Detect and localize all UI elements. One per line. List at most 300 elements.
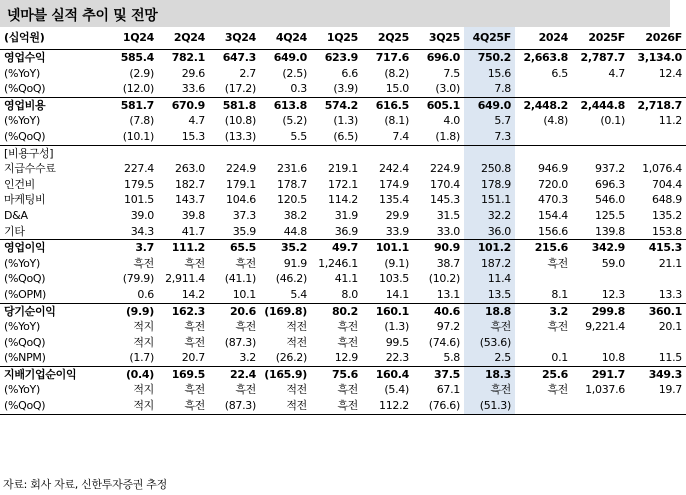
row-label: (%QoQ) <box>4 335 46 349</box>
cell-value: (3.9) <box>333 82 358 96</box>
cell-value <box>515 129 572 145</box>
cell-value: 33.0 <box>436 224 460 238</box>
cell-value: 25.6 <box>515 366 572 382</box>
cell-value: 231.6 <box>277 162 307 176</box>
cell-value: 29.6 <box>181 66 205 80</box>
cell-value: 215.6 <box>515 240 572 256</box>
cell-value: 흑전 <box>311 398 362 414</box>
cell-value: 224.9 <box>430 162 460 176</box>
cell-value: 흑전 <box>337 320 358 334</box>
title-bar <box>0 0 670 27</box>
cell-value: 적전 <box>286 335 307 349</box>
table-row <box>0 145 686 161</box>
cell-value: 2,663.8 <box>515 50 572 66</box>
cell-value: 적전 <box>286 383 307 397</box>
row-label: 기타 <box>4 224 25 238</box>
cell-value: 31.5 <box>436 208 460 222</box>
cell-value: 101.1 <box>362 240 413 256</box>
cell-value: 12.4 <box>658 66 682 80</box>
row-label: [비용구성] <box>0 145 107 161</box>
cell-value: 145.3 <box>430 193 460 207</box>
cell-value: 160.1 <box>362 303 413 319</box>
row-label: (%YoY) <box>4 320 40 334</box>
cell-value: 10.8 <box>601 351 625 365</box>
cell-value: 162.3 <box>158 303 209 319</box>
cell-value: (1.8) <box>435 129 460 143</box>
cell-value: 111.2 <box>158 240 209 256</box>
table-row <box>0 382 686 398</box>
cell-value: 18.8 <box>464 303 515 319</box>
cell-value: 33.9 <box>385 224 409 238</box>
cell-value: 38.7 <box>436 256 460 270</box>
cell-value: 299.8 <box>572 303 629 319</box>
table-row <box>0 177 686 193</box>
table-body <box>0 50 686 415</box>
cell-value: 135.2 <box>652 208 682 222</box>
cell-value: 15.3 <box>181 129 205 143</box>
cell-value: 342.9 <box>572 240 629 256</box>
cell-value: (4.8) <box>543 114 568 128</box>
table-row <box>0 350 686 366</box>
cell-value: 720.0 <box>538 177 568 191</box>
cell-value: 2,444.8 <box>572 97 629 113</box>
cell-value: 65.5 <box>209 240 260 256</box>
cell-value: (87.3) <box>209 398 260 414</box>
cell-value: 29.9 <box>385 208 409 222</box>
cell-value: (1.3) <box>333 114 358 128</box>
cell-value: 750.2 <box>464 50 515 66</box>
table-row <box>0 271 686 287</box>
table-row <box>0 113 686 129</box>
cell-value: 35.2 <box>260 240 311 256</box>
cell-value: (87.3) <box>224 335 256 349</box>
table-row <box>0 335 686 351</box>
cell-value: 11.5 <box>658 351 682 365</box>
cell-value: (10.1) <box>122 129 154 143</box>
cell-value: 9,221.4 <box>585 320 625 334</box>
cell-value: 581.8 <box>209 97 260 113</box>
cell-value <box>572 81 629 97</box>
cell-value: (5.2) <box>282 114 307 128</box>
cell-value: 12.3 <box>601 287 625 301</box>
cell-value: 적지 <box>133 335 154 349</box>
cell-value: 흑전 <box>184 383 205 397</box>
cell-value: 670.9 <box>158 97 209 113</box>
cell-value: (2.5) <box>282 66 307 80</box>
cell-value: 7.5 <box>443 66 460 80</box>
cell-value: 263.0 <box>175 162 205 176</box>
cell-value: 13.3 <box>658 287 682 301</box>
cell-value: 2,448.2 <box>515 97 572 113</box>
cell-value: 3.2 <box>515 303 572 319</box>
cell-value <box>629 271 686 287</box>
cell-value: 227.4 <box>124 162 154 176</box>
table-row <box>0 66 686 82</box>
col-header: 1Q25 <box>311 27 362 50</box>
financial-table <box>0 27 686 415</box>
cell-value: 37.3 <box>232 208 256 222</box>
cell-value: 21.1 <box>658 256 682 270</box>
cell-value: 616.5 <box>362 97 413 113</box>
cell-value <box>464 145 515 161</box>
col-header: 2026F <box>629 27 686 50</box>
cell-value: 1,076.4 <box>642 162 682 176</box>
cell-value: 적지 <box>107 398 158 414</box>
cell-value: 4.7 <box>608 66 625 80</box>
cell-value: 80.2 <box>311 303 362 319</box>
cell-value: 135.4 <box>379 193 409 207</box>
cell-value: 91.9 <box>283 256 307 270</box>
cell-value: 649.0 <box>260 50 311 66</box>
cell-value: 40.6 <box>413 303 464 319</box>
row-label: (%YoY) <box>4 66 40 80</box>
cell-value: (169.8) <box>260 303 311 319</box>
table-row <box>0 161 686 177</box>
cell-value: 3,134.0 <box>629 50 686 66</box>
cell-value: 5.7 <box>464 113 515 129</box>
cell-value: 937.2 <box>595 162 625 176</box>
cell-value: 613.8 <box>260 97 311 113</box>
table-row <box>0 287 686 303</box>
row-label: 당기순이익 <box>0 303 107 319</box>
cell-value: (0.4) <box>107 366 158 382</box>
cell-value: 67.1 <box>436 383 460 397</box>
cell-value: 242.4 <box>379 162 409 176</box>
cell-value: (74.6) <box>428 335 460 349</box>
cell-value: (8.2) <box>384 66 409 80</box>
cell-value: 647.3 <box>209 50 260 66</box>
cell-value: 470.3 <box>538 193 568 207</box>
cell-value: 10.1 <box>232 287 256 301</box>
cell-value: 143.7 <box>175 193 205 207</box>
cell-value <box>629 398 686 414</box>
cell-value: 14.2 <box>181 287 205 301</box>
table-row <box>0 256 686 272</box>
cell-value: 170.4 <box>430 177 460 191</box>
cell-value: 704.4 <box>652 177 682 191</box>
cell-value: 31.9 <box>334 208 358 222</box>
row-label: (%QoQ) <box>4 129 46 143</box>
cell-value: 3.7 <box>107 240 158 256</box>
cell-value: 5.5 <box>290 129 307 143</box>
cell-value: 11.2 <box>658 114 682 128</box>
table-row <box>0 97 686 113</box>
cell-value: 39.8 <box>181 208 205 222</box>
cell-value: 18.3 <box>464 366 515 382</box>
table-row <box>0 224 686 240</box>
col-header: 2Q24 <box>158 27 209 50</box>
cell-value: 0.1 <box>551 351 568 365</box>
table-row <box>0 303 686 319</box>
cell-value: 649.0 <box>464 97 515 113</box>
cell-value: 101.5 <box>124 193 154 207</box>
cell-value: 15.0 <box>385 82 409 96</box>
cell-value <box>572 129 629 145</box>
cell-value: (165.9) <box>260 366 311 382</box>
cell-value: 103.5 <box>379 272 409 286</box>
cell-value: 219.1 <box>328 162 358 176</box>
cell-value: 2,911.4 <box>165 272 205 286</box>
cell-value: 36.9 <box>334 224 358 238</box>
col-header: 3Q24 <box>209 27 260 50</box>
cell-value <box>515 81 572 97</box>
cell-value: 49.7 <box>311 240 362 256</box>
cell-value: 125.5 <box>595 208 625 222</box>
cell-value: 623.9 <box>311 50 362 66</box>
cell-value: 8.0 <box>341 287 358 301</box>
cell-value: 415.3 <box>629 240 686 256</box>
cell-value: 20.6 <box>209 303 260 319</box>
cell-value: 7.8 <box>464 81 515 97</box>
cell-value: (6.5) <box>333 129 358 143</box>
cell-value: 41.7 <box>181 224 205 238</box>
cell-value: 12.9 <box>334 351 358 365</box>
cell-value: 13.5 <box>464 287 515 303</box>
source-note: 자료: 회사 자료, 신한투자증권 추정 <box>3 478 167 491</box>
cell-value <box>515 335 572 351</box>
cell-value: 605.1 <box>413 97 464 113</box>
cell-value: (12.0) <box>122 82 154 96</box>
cell-value: (9.1) <box>384 256 409 270</box>
cell-value: 흑전 <box>184 335 205 349</box>
cell-value: 139.8 <box>595 224 625 238</box>
cell-value: 흑전 <box>133 256 154 270</box>
cell-value: 696.0 <box>413 50 464 66</box>
cell-value: (10.2) <box>428 272 460 286</box>
cell-value <box>515 145 572 161</box>
cell-value: 6.5 <box>551 66 568 80</box>
row-label: 지급수수료 <box>4 162 56 176</box>
cell-value: 581.7 <box>107 97 158 113</box>
cell-value: 20.7 <box>181 351 205 365</box>
cell-value <box>107 145 158 161</box>
cell-value: 104.6 <box>226 193 256 207</box>
cell-value: 흑전 <box>464 382 515 398</box>
row-label: D&A <box>4 208 28 222</box>
cell-value: 적전 <box>286 320 307 334</box>
col-header: 2024 <box>515 27 572 50</box>
cell-value: 178.7 <box>277 177 307 191</box>
cell-value: 696.3 <box>595 177 625 191</box>
col-header: 2025F <box>572 27 629 50</box>
cell-value: (1.7) <box>129 351 154 365</box>
cell-value: 101.2 <box>464 240 515 256</box>
cell-value: 8.1 <box>551 287 568 301</box>
cell-value: 250.8 <box>464 161 515 177</box>
cell-value: 574.2 <box>311 97 362 113</box>
cell-value: 39.0 <box>130 208 154 222</box>
cell-value: 33.6 <box>181 82 205 96</box>
table-row <box>0 192 686 208</box>
cell-value: 97.2 <box>436 320 460 334</box>
cell-value: 22.4 <box>209 366 260 382</box>
row-label: 지배기업순이익 <box>0 366 107 382</box>
cell-value <box>629 81 686 97</box>
cell-value: (10.8) <box>224 114 256 128</box>
cell-value <box>311 145 362 161</box>
cell-value: 169.5 <box>158 366 209 382</box>
cell-value: 585.4 <box>107 50 158 66</box>
cell-value: 20.1 <box>658 320 682 334</box>
cell-value: 1,246.1 <box>318 256 358 270</box>
cell-value: 흑전 <box>547 320 568 334</box>
cell-value: 36.0 <box>464 224 515 240</box>
col-header: 1Q24 <box>107 27 158 50</box>
table-row <box>0 129 686 145</box>
cell-value: 782.1 <box>158 50 209 66</box>
cell-value: 2.7 <box>239 66 256 80</box>
row-label: (%OPM) <box>4 287 47 301</box>
cell-value: 174.9 <box>379 177 409 191</box>
cell-value: 흑전 <box>464 319 515 335</box>
cell-value: 182.7 <box>175 177 205 191</box>
cell-value: 946.9 <box>538 162 568 176</box>
table-row <box>0 50 686 66</box>
row-label: (%YoY) <box>4 114 40 128</box>
cell-value: 7.4 <box>392 129 409 143</box>
col-header: 4Q24 <box>260 27 311 50</box>
cell-value: 2,787.7 <box>572 50 629 66</box>
col-header: 2Q25 <box>362 27 413 50</box>
table-row <box>0 81 686 97</box>
cell-value: 4.0 <box>443 114 460 128</box>
cell-value: 38.2 <box>283 208 307 222</box>
cell-value: 흑전 <box>184 256 205 270</box>
cell-value: 흑전 <box>337 335 358 349</box>
cell-value: 14.1 <box>385 287 409 301</box>
cell-value: 1,037.6 <box>585 383 625 397</box>
cell-value: (76.6) <box>413 398 464 414</box>
cell-value: (51.3) <box>464 398 515 414</box>
unit-label: (십억원) <box>0 27 107 50</box>
cell-value: 흑전 <box>547 383 568 397</box>
cell-value: 112.2 <box>362 398 413 414</box>
table-row <box>0 208 686 224</box>
cell-value: 3.2 <box>239 351 256 365</box>
row-label: 인건비 <box>4 177 35 191</box>
table-title: 넷마블 실적 추이 및 전망 <box>7 8 158 24</box>
table-row <box>0 398 686 414</box>
cell-value: 19.7 <box>658 383 682 397</box>
cell-value: 2.5 <box>464 350 515 366</box>
cell-value: (9.9) <box>107 303 158 319</box>
cell-value: 적지 <box>133 383 154 397</box>
cell-value <box>362 145 413 161</box>
cell-value: 5.8 <box>443 351 460 365</box>
cell-value: 291.7 <box>572 366 629 382</box>
cell-value: (2.9) <box>129 66 154 80</box>
cell-value: 187.2 <box>464 256 515 272</box>
cell-value: 44.8 <box>283 224 307 238</box>
cell-value: 흑전 <box>235 256 256 270</box>
cell-value: 120.5 <box>277 193 307 207</box>
cell-value: 153.8 <box>652 224 682 238</box>
cell-value: 178.9 <box>464 177 515 193</box>
cell-value: 648.9 <box>652 193 682 207</box>
cell-value: 35.9 <box>232 224 256 238</box>
col-header: 3Q25 <box>413 27 464 50</box>
cell-value: (3.0) <box>435 82 460 96</box>
cell-value: (1.3) <box>384 320 409 334</box>
row-label: 영업이익 <box>0 240 107 256</box>
cell-value: (79.9) <box>122 272 154 286</box>
cell-value: 흑전 <box>235 320 256 334</box>
cell-value <box>209 145 260 161</box>
cell-value <box>572 271 629 287</box>
cell-value <box>572 335 629 351</box>
row-label: (%QoQ) <box>0 398 107 414</box>
cell-value <box>413 145 464 161</box>
cell-value: 75.6 <box>311 366 362 382</box>
cell-value: (5.4) <box>384 383 409 397</box>
cell-value <box>515 398 572 414</box>
cell-value: 15.6 <box>464 66 515 82</box>
cell-value: 13.1 <box>436 287 460 301</box>
cell-value <box>158 145 209 161</box>
cell-value: 172.1 <box>328 177 358 191</box>
cell-value: 349.3 <box>629 366 686 382</box>
row-label: 영업비용 <box>0 97 107 113</box>
cell-value: 59.0 <box>601 256 625 270</box>
cell-value: 99.5 <box>385 335 409 349</box>
cell-value: 0.6 <box>137 287 154 301</box>
row-label: (%QoQ) <box>4 272 46 286</box>
cell-value: (17.2) <box>224 82 256 96</box>
cell-value <box>629 335 686 351</box>
cell-value <box>260 145 311 161</box>
row-label: 영업수익 <box>0 50 107 66</box>
cell-value: 22.3 <box>385 351 409 365</box>
row-label: (%QoQ) <box>4 82 46 96</box>
row-label: (%YoY) <box>4 383 40 397</box>
cell-value: (13.3) <box>224 129 256 143</box>
cell-value: 흑전 <box>547 256 568 270</box>
cell-value: 적전 <box>260 398 311 414</box>
cell-value: 224.9 <box>226 162 256 176</box>
table-row <box>0 366 686 382</box>
cell-value: 6.6 <box>341 66 358 80</box>
cell-value: 179.5 <box>124 177 154 191</box>
cell-value: 160.4 <box>362 366 413 382</box>
row-label: (%NPM) <box>4 351 46 365</box>
col-header: 4Q25F <box>464 27 515 50</box>
cell-value <box>572 398 629 414</box>
cell-value: (7.8) <box>129 114 154 128</box>
row-label: 마케팅비 <box>4 193 46 207</box>
cell-value: 154.4 <box>538 208 568 222</box>
table-row <box>0 240 686 256</box>
cell-value: 흑전 <box>158 398 209 414</box>
cell-value <box>572 145 629 161</box>
cell-value: 11.4 <box>464 271 515 287</box>
cell-value: (53.6) <box>464 335 515 351</box>
cell-value: 흑전 <box>337 383 358 397</box>
cell-value: 2,718.7 <box>629 97 686 113</box>
cell-value: 114.2 <box>328 193 358 207</box>
cell-value: 34.3 <box>130 224 154 238</box>
cell-value: 흑전 <box>184 320 205 334</box>
cell-value: (26.2) <box>275 351 307 365</box>
header-row <box>0 27 686 50</box>
cell-value: 151.1 <box>464 192 515 208</box>
cell-value: 546.0 <box>595 193 625 207</box>
cell-value: 360.1 <box>629 303 686 319</box>
cell-value: (0.1) <box>600 114 625 128</box>
cell-value: 156.6 <box>538 224 568 238</box>
cell-value: 90.9 <box>413 240 464 256</box>
cell-value: 0.3 <box>290 82 307 96</box>
cell-value <box>629 145 686 161</box>
